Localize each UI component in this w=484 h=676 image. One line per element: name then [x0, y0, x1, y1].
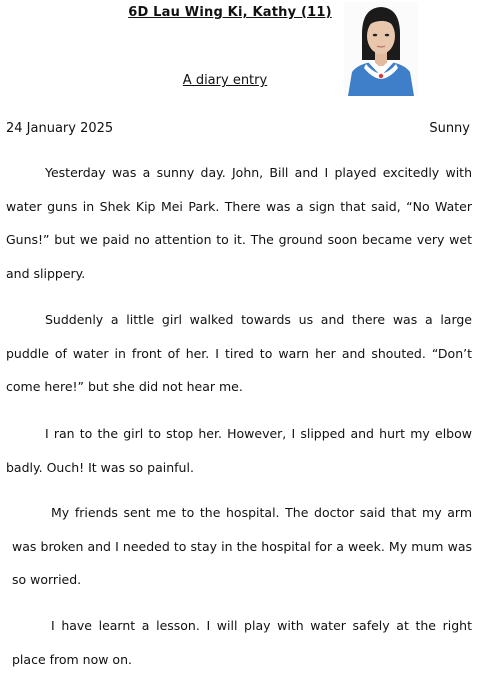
entry-weather: Sunny — [429, 121, 470, 136]
paragraph: I ran to the girl to stop her. However, I slipped and hurt my elbow badly. Ouch! It was so painful. — [6, 426, 472, 475]
paragraph: Suddenly a little girl walked towards us and there was a large puddle of water in front of her. I tired to warn her and shouted. “Don’t come here!” but she did not hear me. — [6, 312, 472, 394]
paragraph: Yesterday was a sunny day. John, Bill and I played excitedly with water guns in Shek Kip Mei Park. There was a sign that said, “No Water Guns!” but we paid no attention to it. The ground soon became very wet and slippery. — [6, 165, 472, 281]
author-heading: 6D Lau Wing Ki, Kathy (11) — [128, 5, 332, 20]
diary-title: A diary entry — [182, 73, 268, 88]
paragraph: I have learnt a lesson. I will play with water safely at the right place from now on. — [12, 618, 472, 667]
entry-date: 24 January 2025 — [6, 121, 114, 136]
student-photo — [344, 2, 418, 96]
paragraph: My friends sent me to the hospital. The doctor said that my arm was broken and I needed to stay in the hospital for a week. My mum was so worried. — [12, 505, 472, 587]
